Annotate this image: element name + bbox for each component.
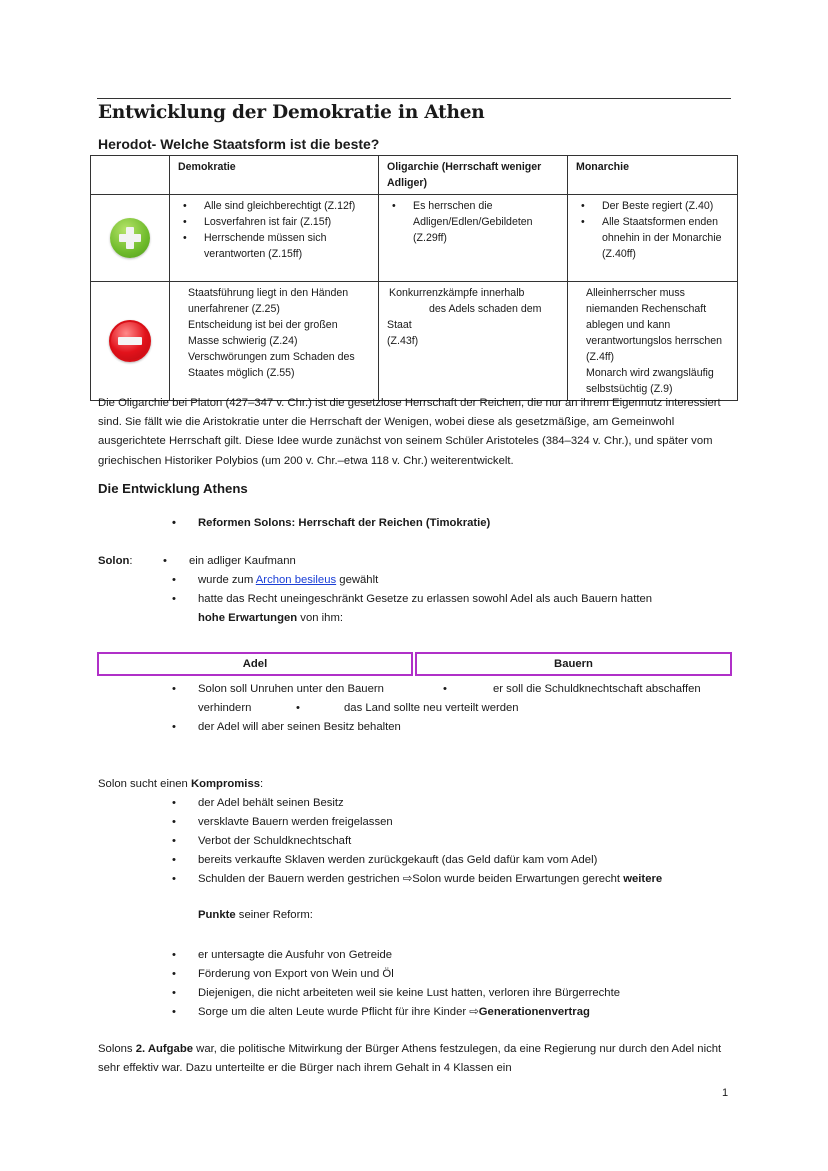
list-item: • Alle sind gleichberechtigt (Z.12f) — [178, 198, 370, 214]
compromise-item: • Verbot der Schuldknechtschaft — [172, 835, 352, 847]
compromise-item: • der Adel behält seinen Besitz — [172, 797, 344, 809]
list-item: • Herrschende müssen sich verantworten (Z.15ff) — [178, 230, 370, 262]
compromise-item: • Schulden der Bauern werden gestrichen ⇨Solon wurde beiden Erwartungen gerecht weitere — [172, 873, 663, 885]
con-text: Staat — [387, 319, 412, 331]
second-task-paragraph: Solons 2. Aufgabe war, die politische Mitwirkung der Bürger Athens festzulegen, da eine Regierung nur durch den Adel nicht sehr effektiv war. Dazu unterteilte er die Bürger nach ihrem Gehalt in 4 Klassen ein — [98, 1043, 722, 1075]
table-row-pro — [91, 195, 738, 282]
reform-point: • Förderung von Export von Wein und Öl — [172, 968, 394, 980]
reform-point: • er untersagte die Ausfuhr von Getreide — [172, 949, 393, 961]
list-item: • Es herrschen die Adligen/Edlen/Gebildeten (Z.29ff) — [387, 198, 559, 246]
con-text: Konkurrenzkämpfe innerhalb — [389, 287, 525, 299]
solon-item-3: • hatte das Recht uneingeschränkt Gesetze zu erlassen sowohl Adel als auch Bauern hatten hohe Erwartungen von ihm: — [172, 593, 653, 625]
bauern-box: Bauern — [415, 652, 732, 676]
pro-demokratie — [170, 195, 379, 282]
header-rule — [97, 98, 731, 99]
adel-expectation-1-cont: verhindern — [198, 702, 252, 714]
list-item: • Losverfahren ist fair (Z.15f) — [178, 214, 370, 230]
con-text: (Z.43f) — [387, 335, 419, 347]
header-empty-cell — [91, 156, 170, 195]
list-item: • Alle Staatsformen enden ohnehin in der Monarchie (Z.40ff) — [576, 214, 729, 262]
table-header-row — [91, 156, 738, 195]
adel-expectation-2: • der Adel will aber seinen Besitz behalten — [172, 721, 401, 733]
arrow-right-icon: ⇨ — [402, 873, 413, 885]
adel-box: Adel — [97, 652, 413, 676]
con-text: Monarch wird zwangsläufig selbstsüchtig (Z.9) — [586, 367, 714, 395]
con-monarchie — [568, 282, 738, 401]
table-row-con — [91, 282, 738, 401]
solon-item-1: • ein adliger Kaufmann — [163, 555, 296, 567]
bullet: • — [172, 517, 176, 529]
solon-item-2: • wurde zum Archon besileus gewählt — [172, 574, 379, 586]
document-title: Entwicklung der Demokratie in Athen — [98, 102, 485, 123]
punkte-line: Punkte seiner Reform: — [198, 909, 313, 921]
pro-oligarchie — [379, 195, 568, 282]
header-oligarchie: Oligarchie (Herrschaft weniger Adliger) — [379, 156, 568, 195]
con-icon-cell — [91, 282, 170, 401]
compromise-intro: Solon sucht einen Kompromiss: — [98, 778, 264, 790]
con-text: Alleinherrscher muss niemanden Rechenschaft ablegen und kann verantwortungslos herrschen (Z.4ff) — [586, 287, 723, 363]
arrow-right-icon: ⇨ — [469, 1006, 479, 1018]
compromise-item: • bereits verkaufte Sklaven werden zurückgekauft (das Geld dafür kam vom Adel) — [172, 854, 598, 866]
con-text: des Adels schaden dem — [429, 303, 542, 315]
staatsform-table — [90, 155, 738, 401]
con-text: Staatsführung liegt in den Händen unerfahrener (Z.25) — [188, 287, 349, 315]
solon-label: Solon: — [98, 555, 133, 567]
header-monarchie: Monarchie — [568, 156, 738, 195]
adel-expectation-1: • Solon soll Unruhen unter den Bauern — [172, 683, 384, 695]
pro-icon-cell — [91, 195, 170, 282]
plus-circle-icon — [110, 218, 150, 258]
pro-monarchie — [568, 195, 738, 282]
minus-circle-icon — [109, 320, 151, 362]
reform-point: • Diejenigen, die nicht arbeiteten weil sie keine Lust hatten, verloren ihre Bürgerrechte — [172, 987, 620, 999]
con-demokratie — [170, 282, 379, 401]
page-number: 1 — [722, 1087, 729, 1099]
table-heading: Herodot- Welche Staatsform ist die beste? — [98, 136, 380, 152]
reform-point: • Sorge um die alten Leute wurde Pflicht für ihre Kinder ⇨Generationenvertrag — [172, 1006, 590, 1018]
compromise-item: • versklavte Bauern werden freigelassen — [172, 816, 393, 828]
header-demokratie: Demokratie — [170, 156, 379, 195]
con-oligarchie — [379, 282, 568, 401]
con-text: Entscheidung ist bei der großen Masse schwierig (Z.24) — [188, 319, 338, 347]
reform-bullet: • Reformen Solons: Herrschaft der Reichen (Timokratie) — [172, 514, 490, 533]
archon-link[interactable]: Archon besileus — [255, 574, 337, 586]
list-item: • Der Beste regiert (Z.40) — [576, 198, 729, 214]
con-text: Verschwörungen zum Schaden des Staates möglich (Z.55) — [188, 351, 355, 379]
bauern-expectation-2: • das Land sollte neu verteilt werden — [296, 702, 519, 714]
oligarchie-paragraph: Die Oligarchie bei Platon (427–347 v. Chr.) ist die gesetzlose Herrschaft der Reichen, die nur an ihrem Eigennutz interessiert sind. Sie fällt wie die Aristokratie unter die Herrschaft der Wenigen, wobei diese als gesetzmäßige, am Gemeinwohl ausgerichtete Herrschaft gilt. Diese Idee wurde zunächst von seinem Schüler Aristoteles (384–324 v. Chr.), und später vom griechischen Historiker Polybios (um 200 v. Chr.–etwa 118 v. Chr.) weiterentwickelt. — [98, 397, 721, 467]
section-heading-athens: Die Entwicklung Athens — [98, 481, 248, 496]
bauern-expectation-1: • er soll die Schuldknechtschaft abschaffen — [443, 683, 701, 695]
